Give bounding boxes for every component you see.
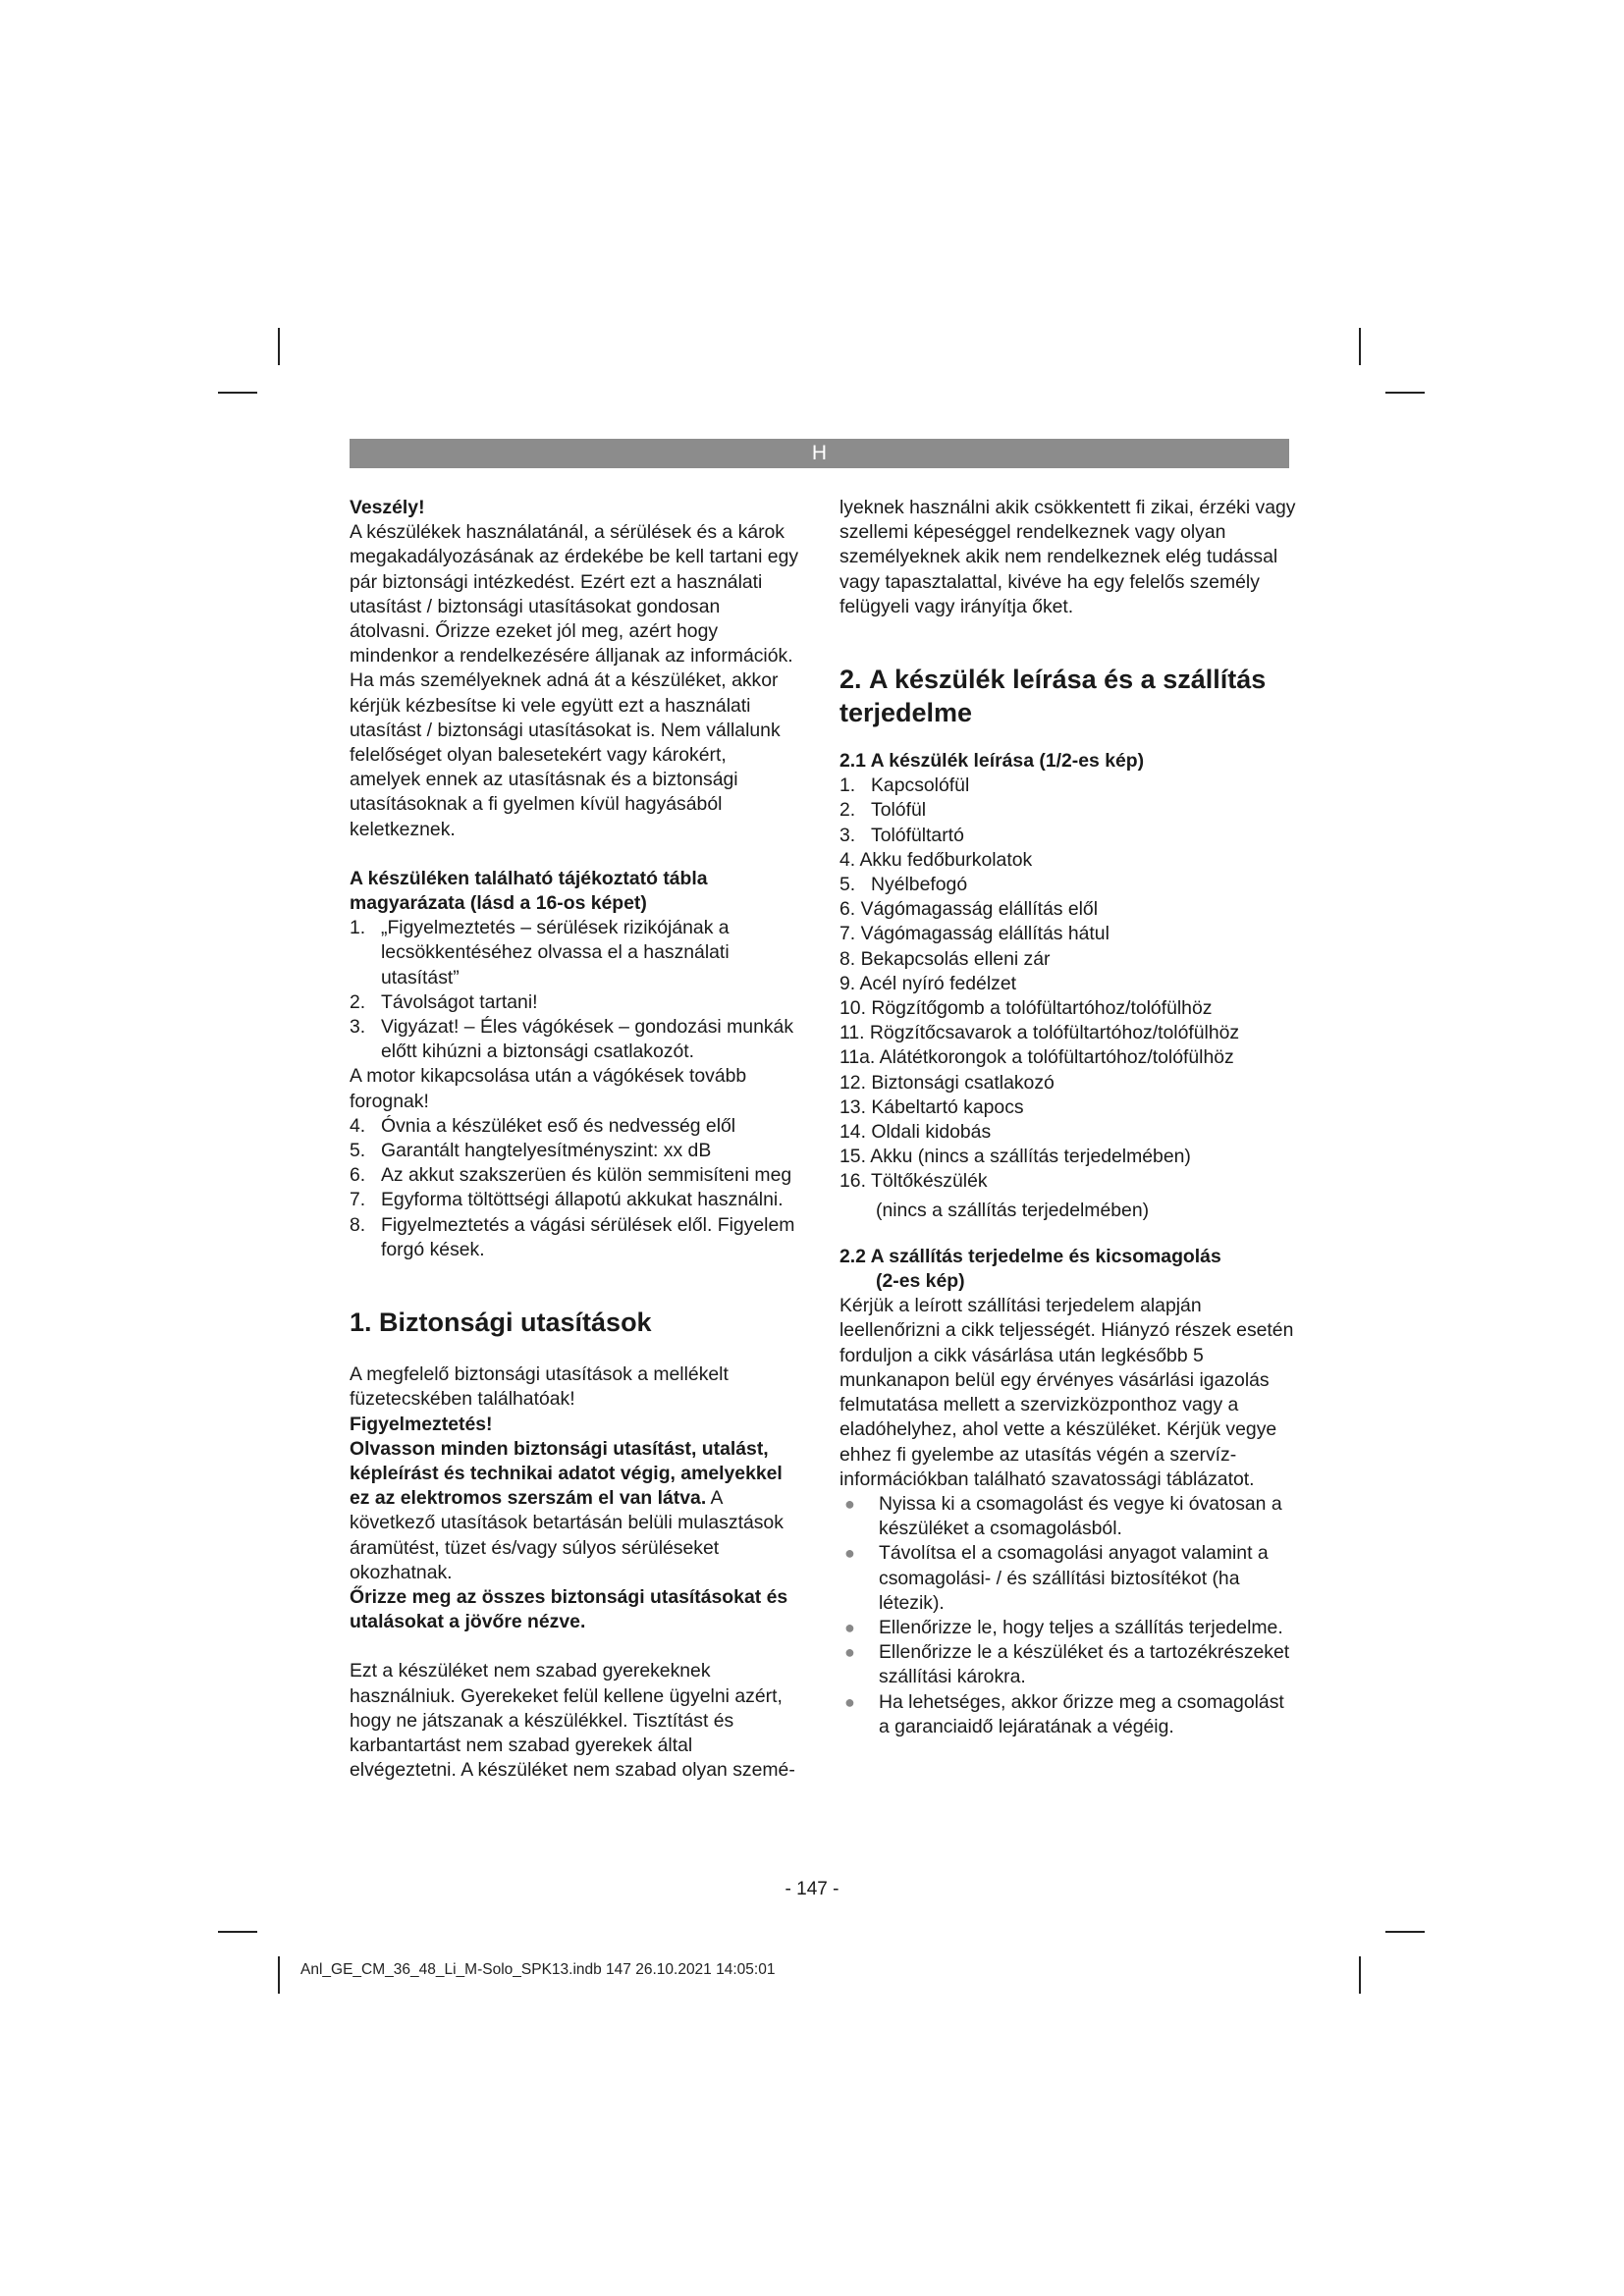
children-paragraph: Ezt a készüléket nem szabad gyerekeknek használniuk. Gyerekeket felül kellene ügyelni azért, hogy ne játszanak a készülékkel. Tisztítást és karbantartást nem szabad gyerekek által elvégeztetni. A készüléket nem szabad olyan szemé- <box>350 1660 795 1782</box>
list-item: 6. Az akkut szakszerüen és külön semmisíteni meg <box>350 1164 792 1187</box>
unpacking-list <box>839 1492 1299 1739</box>
subsection-2-2-cont: (2-es kép) <box>876 1270 965 1293</box>
crop-mark <box>278 328 280 365</box>
list-item: 2. Távolságot tartani! <box>350 990 538 1013</box>
page-number: - 147 - <box>785 1879 839 1899</box>
list-item: 2. Tolófül <box>839 799 927 822</box>
list-item: 6. Vágómagasság elállítás elől <box>839 898 1099 921</box>
crop-mark <box>218 392 257 394</box>
language-code: H <box>811 442 828 464</box>
list-item: 8. Figyelmeztetés a vágási sérülések elől. Figyelem forgó kések. <box>350 1213 795 1260</box>
delivery-paragraph: Kérjük a leírott szállítási terjedelem alapján leellenőrizni a cikk teljességét. Hiányzó részek esetén forduljon a cikk vásárlása után legkésőbb 5 munkanapon belül egy érvényes vásárlási igazolás felmutatása mellett a szervizközponthoz vagy a eladóhelyhez, ahol vette a készüléket. Kérjük vegye ehhez fi gyelembe az utasítás végén a szervíz-információkban található szavatossági táblázatot. <box>839 1295 1294 1490</box>
part16-note: (nincs a szállítás terjedelmében) <box>876 1199 1150 1221</box>
plate-note: A motor kikapcsolása után a vágókések tovább forognak! <box>350 1065 747 1112</box>
left-column <box>350 496 801 1783</box>
crop-mark <box>1359 328 1361 365</box>
bullet-icon: ● <box>844 1691 855 1712</box>
list-item: 9. Acél nyíró fedélzet <box>839 972 1017 994</box>
list-item: 4. Óvnia a készüléket eső és nedvesség elől <box>350 1114 736 1137</box>
safety-heading: 1. Biztonsági utasítások <box>350 1308 652 1338</box>
list-item: 10. Rögzítőgomb a tolófültartóhoz/tolófülhöz <box>839 997 1213 1020</box>
list-item: ● Ha lehetséges, akkor őrizze meg a csomagolást a garanciaidő lejáratának a végéig. <box>844 1690 1284 1737</box>
parts-list <box>839 774 1299 1194</box>
list-item: 4. Akku fedőburkolatok <box>839 848 1033 871</box>
bullet-icon: ● <box>844 1642 855 1663</box>
right-column <box>839 496 1299 1739</box>
list-item: 5. Garantált hangtelyesítményszint: xx dB <box>350 1140 712 1162</box>
crop-mark <box>1385 1931 1425 1933</box>
list-item: 3. Vigyázat! – Éles vágókések – gondozási munkák előtt kihúzni a biztonsági csatlakozót. <box>350 1016 794 1063</box>
section2-heading: 2. A készülék leírása és a szállítás terjedelme <box>839 665 1267 728</box>
list-item: 7. Vágómagasság elállítás hátul <box>839 923 1110 945</box>
list-item: 11. Rögzítőcsavarok a tolófültartóhoz/tolófülhöz <box>839 1022 1240 1044</box>
list-item: 13. Kábeltartó kapocs <box>839 1095 1024 1118</box>
list-item: 7. Egyforma töltöttségi állapotú akkukat használni. <box>350 1189 784 1211</box>
list-item: ● Ellenőrizze le, hogy teljes a szállítás terjedelme. <box>839 1616 1299 1640</box>
list-item: 16. Töltőkészülék <box>839 1170 988 1193</box>
list-item: 5. Nyélbefogó <box>839 874 968 896</box>
subsection-2-2: 2.2 A szállítás terjedelme és kicsomagolás <box>839 1245 1221 1267</box>
list-item: 1. „Figyelmeztetés – sérülések rizikójának a lecsökkentéséhez olvassa el a használati utasítást” <box>350 917 730 988</box>
bullet-icon: ● <box>844 1493 855 1514</box>
list-item: 12. Biztonsági csatlakozó <box>839 1071 1055 1094</box>
danger-paragraph: A készülékek használatánál, a sérülések és a károk megakadályozásának az érdekébe be kell tartani egy pár biztonsági intézkedést. Ezért ezt a használati utasítást / biztonsági utasításokat gondosan átolvasni. Őrizze ezeket jól meg, azért hogy mindenkor a rendelkezésére álljanak az információk. Ha más személyeknek adná át a készüléket, akkor kérjük kézbesítse ki vele együtt ezt a használati utasítást / biztonsági utasításokat is. Nem vállalunk felelőséget olyan balesetekért vagy károkért, amelyek ennek az utasításnak és a biztonsági utasításoknak a fi gyelmen kívül hagyásából keletkeznek. <box>350 521 799 840</box>
warning-label: Figyelmeztetés! <box>350 1413 493 1435</box>
language-header-bar <box>350 439 1289 468</box>
crop-mark <box>278 1956 280 1994</box>
danger-heading: Veszély! <box>350 497 425 518</box>
list-item: 14. Oldali kidobás <box>839 1121 992 1144</box>
list-item: 1. Kapcsolófül <box>839 774 970 797</box>
keep-instructions: Őrizze meg az összes biztonsági utasításokat és utalásokat a jövőre nézve. <box>350 1585 788 1633</box>
list-item: ● Ellenőrizze le a készüléket és a tartozékrészeket szállítási károkra. <box>844 1641 1290 1688</box>
list-item: 15. Akku (nincs a szállítás terjedelmében) <box>839 1146 1191 1168</box>
list-item: 3. Tolófültartó <box>839 824 964 846</box>
crop-mark <box>218 1931 257 1933</box>
warning-paragraph: Olvasson minden biztonsági utasítást, utalást, képleírást és technikai adatot végig, amelyekkel ez az elektromos szerszám el van látva. A következő utasítások betartásán belüli mulasztások áramütést, tüzet és/vagy súlyos sérüléseket okozhatnak. <box>350 1437 784 1583</box>
plate-list-continued <box>350 1114 801 1262</box>
plate-heading: A készüléken található tájékoztató tábla magyarázata (lásd a 16-os képet) <box>350 867 708 915</box>
bullet-icon: ● <box>844 1543 855 1564</box>
print-slug: Anl_GE_CM_36_48_Li_M-Solo_SPK13.indb 147 26.10.2021 14:05:01 <box>300 1961 776 1978</box>
continued-paragraph: lyeknek használni akik csökkentett fi zikai, érzéki vagy szellemi képeséggel rendelkeznek vagy olyan személyeknek akik nem rendelkeznek elég tudással vagy tapasztalattal, kivéve ha egy felelős személy felügyeli vagy irányítja őket. <box>839 497 1296 617</box>
subsection-2-1: 2.1 A készülék leírása (1/2-es kép) <box>839 750 1145 773</box>
list-item: 8. Bekapcsolás elleni zár <box>839 947 1051 970</box>
bullet-icon: ● <box>844 1617 855 1637</box>
list-item: ● Távolítsa el a csomagolási anyagot valamint a csomagolási- / és szállítási biztosítékot (ha létezik). <box>844 1542 1269 1614</box>
crop-mark <box>1359 1956 1361 1994</box>
list-item: 11a. Alátétkorongok a tolófültartóhoz/tolófülhöz <box>839 1046 1234 1069</box>
safety-intro: A megfelelő biztonsági utasítások a mellékelt füzetecskében találhatóak! <box>350 1363 729 1411</box>
plate-list <box>350 916 801 1064</box>
crop-mark <box>1385 392 1425 394</box>
list-item: ● Nyissa ki a csomagolást és vegye ki óvatosan a készüléket a csomagolásból. <box>844 1492 1282 1540</box>
